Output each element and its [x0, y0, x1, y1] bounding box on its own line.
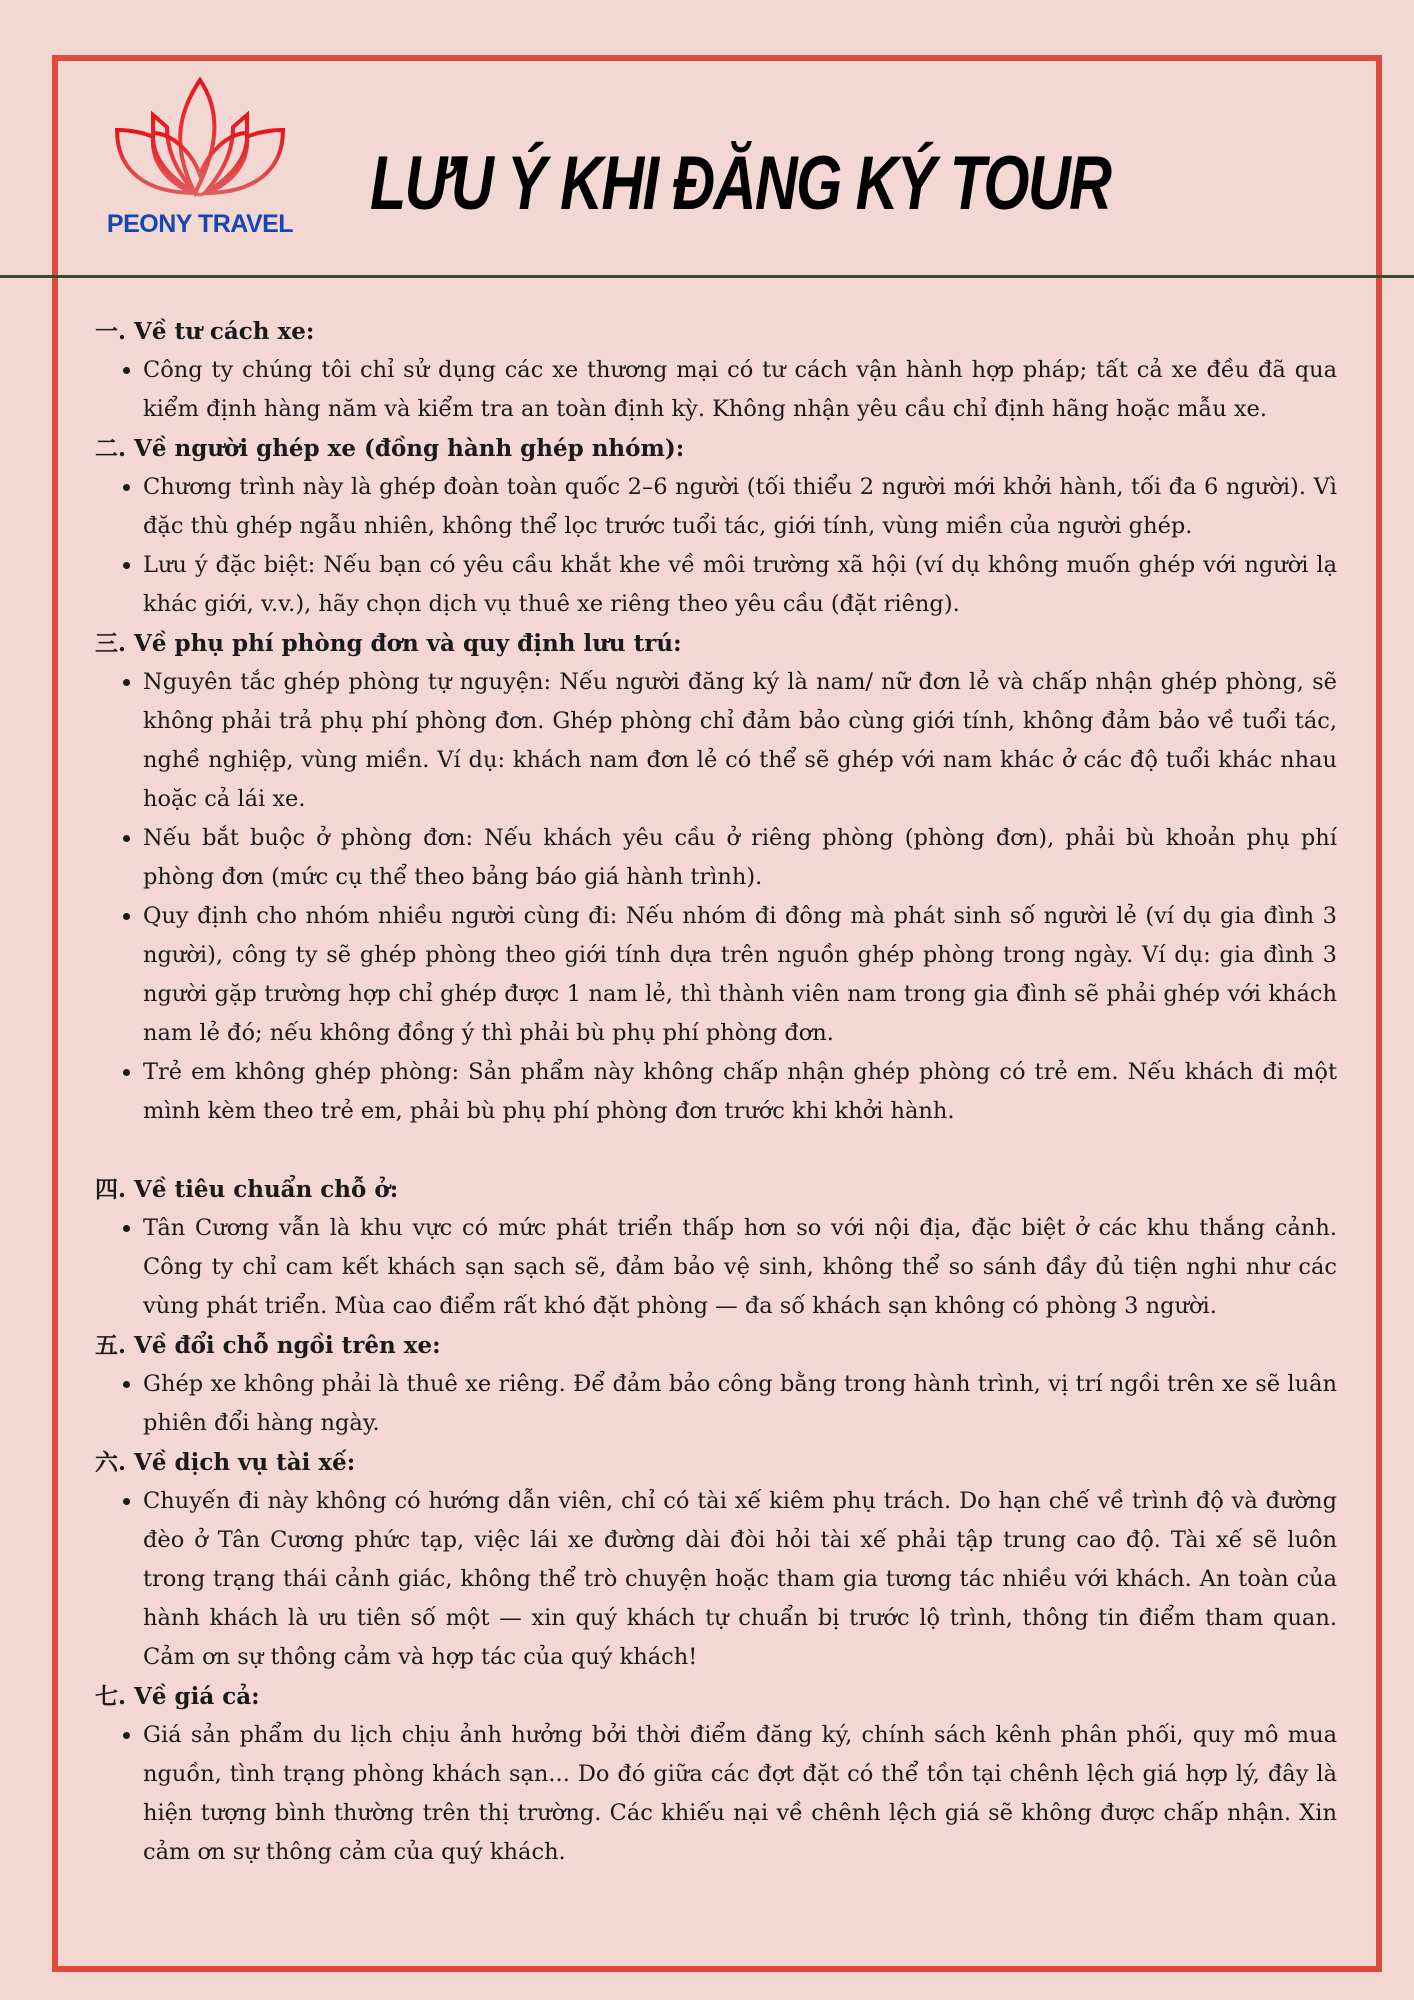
page-title: LƯU Ý KHI ĐĂNG KÝ TOUR	[370, 141, 1111, 226]
header-divider	[0, 275, 1414, 278]
section	[95, 312, 1337, 429]
list-item: • Công ty chúng tôi chỉ sử dụng các xe thương mại có tư cách vận hành hợp pháp; tất cả xe đều đã qua kiểm định hàng năm và kiểm tra an toàn định kỳ. Không nhận yêu cầu chỉ định hãng hoặc mẫu xe.	[143, 351, 1337, 429]
notes-content	[95, 312, 1337, 1872]
peony-travel-logo	[95, 75, 305, 245]
section	[95, 429, 1337, 624]
lotus-icon	[95, 75, 305, 205]
spacer	[95, 1131, 1337, 1170]
list-item: • Giá sản phẩm du lịch chịu ảnh hưởng bởi thời điểm đăng ký, chính sách kênh phân phối, quy mô mua nguồn, tình trạng phòng khách sạn... Do đó giữa các đợt đặt có thể tồn tại chênh lệch giá hợp lý, đây là hiện tượng bình thường trên thị trường. Các khiếu nại về chênh lệch giá sẽ không được chấp nhận. Xin cảm ơn sự thông cảm của quý khách.	[143, 1716, 1337, 1872]
section-heading: 二. Về người ghép xe (đồng hành ghép nhóm):	[95, 435, 685, 462]
list-item: • Chuyến đi này không có hướng dẫn viên, chỉ có tài xế kiêm phụ trách. Do hạn chế về trình độ và đường đèo ở Tân Cương phức tạp, việc lái xe đường dài đòi hỏi tài xế phải tập trung cao độ. Tài xế sẽ luôn trong trạng thái cảnh giác, không thể trò chuyện hoặc tham gia tương tác nhiều với khách. An toàn của hành khách là ưu tiên số một — xin quý khách tự chuẩn bị trước lộ trình, thông tin điểm tham quan. Cảm ơn sự thông cảm và hợp tác của quý khách!	[143, 1482, 1337, 1677]
section-list	[95, 351, 1337, 429]
section	[95, 624, 1337, 1131]
list-item: • Quy định cho nhóm nhiều người cùng đi: Nếu nhóm đi đông mà phát sinh số người lẻ (ví dụ gia đình 3 người), công ty sẽ ghép phòng theo giới tính dựa trên nguồn ghép phòng trong ngày. Ví dụ: gia đình 3 người gặp trường hợp chỉ ghép được 1 nam lẻ, thì thành viên nam trong gia đình sẽ phải ghép với khách nam lẻ đó; nếu không đồng ý thì phải bù phụ phí phòng đơn.	[143, 897, 1337, 1053]
section-heading: 七. Về giá cả:	[95, 1683, 260, 1710]
section-heading: 六. Về dịch vụ tài xế:	[95, 1449, 356, 1476]
logo-text: PEONY TRAVEL	[106, 210, 294, 238]
section-heading: 三. Về phụ phí phòng đơn và quy định lưu trú:	[95, 630, 682, 657]
section-list	[95, 1365, 1337, 1443]
section	[95, 1326, 1337, 1443]
section-list	[95, 1482, 1337, 1677]
section-heading: 五. Về đổi chỗ ngồi trên xe:	[95, 1332, 441, 1359]
list-item: • Chương trình này là ghép đoàn toàn quốc 2–6 người (tối thiểu 2 người mới khởi hành, tối đa 6 người). Vì đặc thù ghép ngẫu nhiên, không thể lọc trước tuổi tác, giới tính, vùng miền của người ghép.	[143, 468, 1337, 546]
section-list	[95, 1209, 1337, 1326]
section	[95, 1677, 1337, 1872]
section-list	[95, 663, 1337, 1131]
section-heading: 一. Về tư cách xe:	[95, 318, 315, 345]
list-item: • Nếu bắt buộc ở phòng đơn: Nếu khách yêu cầu ở riêng phòng (phòng đơn), phải bù khoản phụ phí phòng đơn (mức cụ thể theo bảng báo giá hành trình).	[143, 819, 1337, 897]
section	[95, 1443, 1337, 1677]
list-item: • Nguyên tắc ghép phòng tự nguyện: Nếu người đăng ký là nam/ nữ đơn lẻ và chấp nhận ghép phòng, sẽ không phải trả phụ phí phòng đơn. Ghép phòng chỉ đảm bảo cùng giới tính, không đảm bảo về tuổi tác, nghề nghiệp, vùng miền. Ví dụ: khách nam đơn lẻ có thể sẽ ghép với nam khác ở các độ tuổi khác nhau hoặc cả lái xe.	[143, 663, 1337, 819]
section-heading: 四. Về tiêu chuẩn chỗ ở:	[95, 1176, 399, 1203]
section	[95, 1170, 1337, 1326]
list-item: • Lưu ý đặc biệt: Nếu bạn có yêu cầu khắt khe về môi trường xã hội (ví dụ không muốn ghép với người lạ khác giới, v.v.), hãy chọn dịch vụ thuê xe riêng theo yêu cầu (đặt riêng).	[143, 546, 1337, 624]
list-item: • Tân Cương vẫn là khu vực có mức phát triển thấp hơn so với nội địa, đặc biệt ở các khu thắng cảnh. Công ty chỉ cam kết khách sạn sạch sẽ, đảm bảo vệ sinh, không thể so sánh đầy đủ tiện nghi như các vùng phát triển. Mùa cao điểm rất khó đặt phòng — đa số khách sạn không có phòng 3 người.	[143, 1209, 1337, 1326]
section-list	[95, 1716, 1337, 1872]
list-item: • Ghép xe không phải là thuê xe riêng. Để đảm bảo công bằng trong hành trình, vị trí ngồi trên xe sẽ luân phiên đổi hàng ngày.	[143, 1365, 1337, 1443]
section-list	[95, 468, 1337, 624]
list-item: • Trẻ em không ghép phòng: Sản phẩm này không chấp nhận ghép phòng có trẻ em. Nếu khách đi một mình kèm theo trẻ em, phải bù phụ phí phòng đơn trước khi khởi hành.	[143, 1053, 1337, 1131]
